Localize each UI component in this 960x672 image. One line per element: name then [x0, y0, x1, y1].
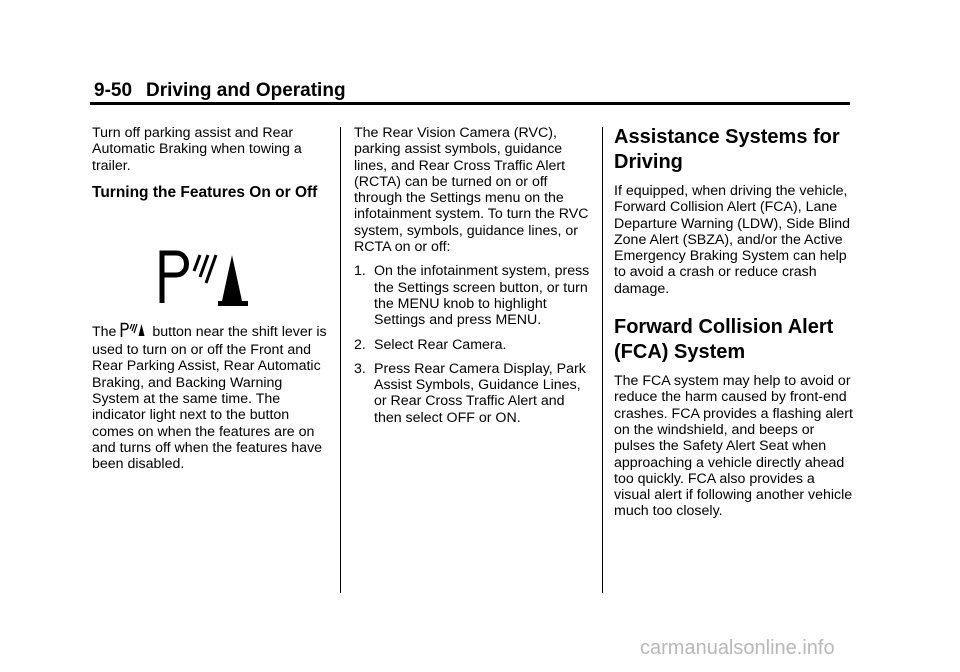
parking-assist-inline-icon [120, 322, 148, 342]
section-title: Driving and Operating [146, 80, 346, 101]
column-3 [614, 125, 854, 528]
turning-features-heading: Turning the Features On or Off [92, 183, 318, 201]
step-text: Select Rear Camera. [374, 336, 507, 353]
feature-description [92, 322, 332, 473]
step-number: 2. [354, 336, 366, 353]
watermark: carmanualsonline.info [640, 637, 835, 659]
assistance-systems-paragraph: If equipped, when driving the vehicle, Forward Collision Alert (FCA), Lane Departure Warning (LDW), Side Blind Zone Alert (SBZA), and/or the Active Emergency Braking System can help to avoid a crash or reduce crash damage. [614, 183, 851, 297]
steps-list [354, 263, 590, 426]
step-number: 1. [354, 263, 366, 280]
step-text: On the infotainment system, press the Settings screen button, or turn the MENU knob to highlight Settings and press MENU. [374, 263, 590, 329]
column-divider-1 [340, 127, 341, 593]
list-item [354, 361, 590, 426]
rvc-intro: The Rear Vision Camera (RVC), parking assist symbols, guidance lines, and Rear Cross Traffic Alert (RCTA) can be turned on or off through the Settings menu on the infotainment system. To turn the RVC system, symbols, guidance lines, or RCTA on or off: [354, 125, 589, 256]
column-1 [92, 125, 332, 481]
page-header [94, 80, 346, 102]
towing-note: Turn off parking assist and Rear Automatic Braking when towing a trailer. [92, 125, 302, 174]
step-number: 3. [354, 360, 366, 377]
body-text: button near the shift lever is used to turn on or off the Front and Rear Parking Assist, Rear Automatic Braking, and Backing Warning System at the same time. The indicator light next to the button comes on when the features are on and turns off when the features have been disabled. [92, 323, 327, 473]
parking-assist-icon [92, 247, 332, 307]
body-prefix: The [92, 323, 117, 340]
fca-paragraph: The FCA system may help to avoid or reduce the harm caused by front-end crashes. FCA provides a flashing alert on the windshield, and beeps or pulses the Safety Alert Seat when approaching a vehicle directly ahead too quickly. FCA also provides a visual alert if following another vehicle much too closely. [614, 373, 853, 520]
column-divider-2 [602, 127, 603, 593]
page-number: 9-50 [94, 80, 133, 101]
fca-heading: Forward Collision Alert (FCA) System [614, 316, 834, 364]
header-rule [90, 102, 850, 105]
step-text: Press Rear Camera Display, Park Assist Symbols, Guidance Lines, or Rear Cross Traffic Alert and then select OFF or ON. [374, 360, 586, 426]
list-item [354, 263, 590, 328]
assistance-systems-heading: Assistance Systems for Driving [614, 126, 840, 173]
list-item [354, 337, 590, 353]
column-2 [354, 125, 590, 434]
